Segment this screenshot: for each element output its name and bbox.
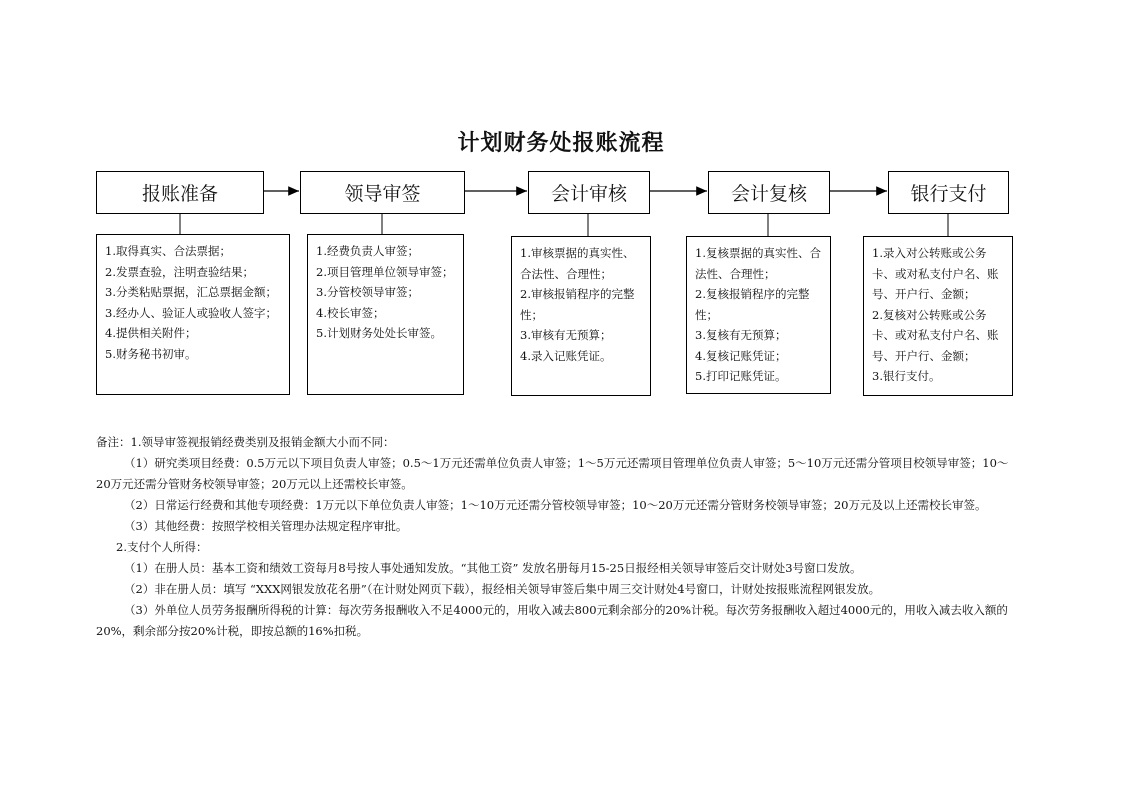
detail-item: 3.分管校领导审签； [316, 285, 419, 299]
step-box-4 [708, 171, 830, 214]
detail-item: 4.提供相关附件； [105, 326, 197, 340]
detail-item: 3.银行支付。 [872, 369, 941, 383]
detail-box-4 [686, 236, 831, 394]
step-label: 领导审签 [344, 183, 421, 205]
note-line: （3）其他经费：按照学校相关管理办法规定程序审批。 [124, 519, 408, 533]
detail-item: 5.打印记账凭证。 [695, 369, 787, 383]
detail-item: 1.经费负责人审签； [316, 244, 419, 258]
detail-item: 4.录入记账凭证。 [520, 348, 612, 363]
detail-item: 3.复核有无预算； [695, 328, 787, 342]
step-label: 会计复核 [730, 183, 807, 205]
detail-item: 2.复核对公转账或公务卡、或对私支付户名、账号、开户行、金额； [872, 307, 999, 363]
note-line: 2.支付个人所得： [116, 540, 208, 554]
detail-item: 3.审核有无预算； [520, 328, 612, 342]
detail-item: 2.项目管理单位领导审签； [316, 264, 454, 279]
detail-item: 3.分类粘贴票据，汇总票据金额； [105, 285, 277, 299]
note-line: （2）日常运行经费和其他专项经费：1万元以下单位负责人审签；1～10万元还需分管校领导审签；10～20万元还需分管财务校领导审签；20万元及以上还需校长审签。 [124, 498, 987, 512]
step-box-5 [888, 171, 1009, 214]
detail-item: 2.复核报销程序的完整性； [695, 287, 810, 322]
detail-item: 1.取得真实、合法票据； [105, 244, 231, 258]
detail-item: 5.计划财务处处长审签。 [316, 326, 442, 340]
detail-item: 1.复核票据的真实性、合法性、合理性； [695, 246, 821, 281]
detail-item: 4.复核记账凭证； [695, 348, 787, 363]
detail-item: 4.校长审签； [316, 305, 385, 320]
detail-box-5 [863, 236, 1013, 396]
step-box-3 [528, 171, 650, 214]
detail-item: 5.财务秘书初审。 [105, 346, 197, 361]
step-label: 报账准备 [141, 183, 218, 205]
note-line: （2）非在册人员：填写 “XXX网银发放花名册”（在计财处网页下载），报经相关领导审签后集中周三交计财处4号窗口，计财处按报账流程网银发放。 [124, 582, 881, 596]
step-box-1 [96, 171, 264, 214]
page-title: 计划财务处报账流程 [457, 131, 665, 156]
detail-item: 1.审核票据的真实性、合法性、合理性； [520, 246, 635, 281]
step-label: 银行支付 [910, 183, 987, 205]
step-box-2 [300, 171, 465, 214]
step-label: 会计审核 [550, 183, 627, 205]
notes-section [96, 432, 1014, 642]
detail-item: 1.录入对公转账或公务卡、或对私支付户名、账号、开户行、金额； [872, 246, 999, 301]
detail-box-1 [96, 234, 290, 395]
note-line: 备注：1.领导审签视报销经费类别及报销金额大小而不同： [96, 435, 395, 449]
detail-box-3 [511, 236, 651, 396]
detail-item: 2.发票查验，注明查验结果； [105, 264, 254, 279]
detail-item: 2.审核报销程序的完整性； [520, 287, 635, 322]
note-line: （1）研究类项目经费：0.5万元以下项目负责人审签；0.5～1万元还需单位负责人审签；1～5万元还需项目管理单位负责人审签；5～10万元还需分管项目校领导审签；10～20万元还需分管财务校领导审签；20万元以上还需校长审签。 [96, 456, 1009, 491]
note-line: （1）在册人员：基本工资和绩效工资每月8号按人事处通知发放。“其他工资” 发放名册每月15-25日报经相关领导审签后交计财处3号窗口发放。 [124, 561, 862, 575]
note-line: （3）外单位人员劳务报酬所得税的计算：每次劳务报酬收入不足4000元的，用收入减去800元剩余部分的20%计税。每次劳务报酬收入超过4000元的，用收入减去收入额的20%，剩余部分按20%计税，即按总额的16%扣税。 [96, 603, 1008, 638]
detail-box-2 [307, 234, 464, 395]
detail-item: 3.经办人、验证人或验收人签字； [105, 305, 277, 320]
